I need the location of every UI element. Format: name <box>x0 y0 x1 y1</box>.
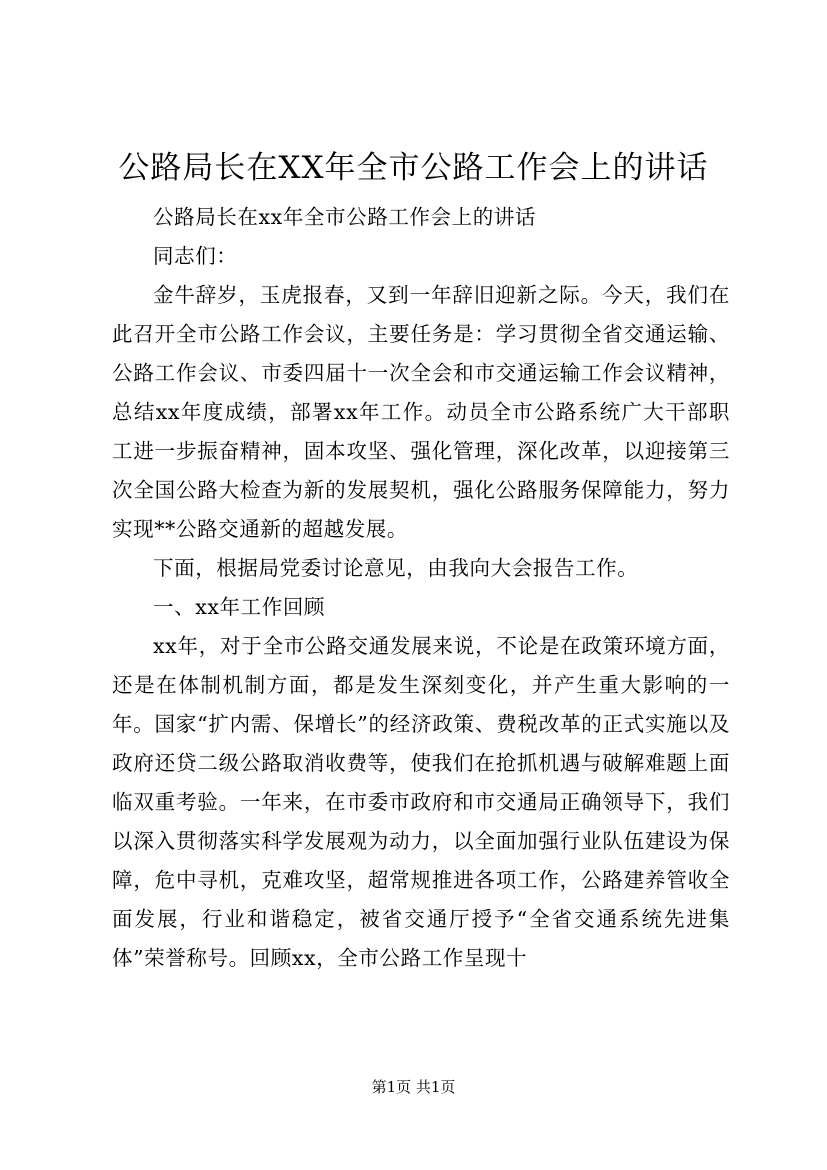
document-body <box>112 198 730 978</box>
document-title: 公路局长在XX年全市公路工作会上的讲话 <box>118 150 709 186</box>
body-paragraph: xx年，对于全市公路交通发展来说，不论是在政策环境方面，还是在体制机制方面，都是发生深刻变化，并产生重大影响的一年。国家“扩内需、保增长”的经济政策、费税改革的正式实施以及政府还贷二级公路取消收费等，使我们在抢抓机遇与破解难题上面临双重考验。一年来，在市委市政府和市交通局正确领导下，我们以深入贯彻落实科学发展观为动力，以全面加强行业队伍建设为保障，危中寻机，克难攻坚，超常规推进各项工作，公路建养管收全面发展，行业和谐稳定，被省交通厅授予“全省交通系统先进集体”荣誉称号。回顾xx，全市公路工作呈现十 <box>112 634 730 970</box>
body-paragraph: 金牛辞岁，玉虎报春，又到一年辞旧迎新之际。今天，我们在此召开全市公路工作会议，主要任务是：学习贯彻全省交通运输、公路工作会议、市委四届十一次全会和市交通运输工作会议精神，总结xx年度成绩，部署xx年工作。动员全市公路系统广大干部职工进一步振奋精神，固本攻坚、强化管理，深化改革，以迎接第三次全国公路大检查为新的发展契机，强化公路服务保障能力，努力实现**公路交通新的超越发展。 <box>112 283 730 541</box>
section-heading: 一、xx年工作回顾 <box>153 595 326 619</box>
page-number-footer: 第1页 共1页 <box>371 1078 456 1096</box>
salutation-paragraph: 同志们： <box>153 244 238 268</box>
body-paragraph: 下面，根据局党委讨论意见，由我向大会报告工作。 <box>153 556 639 580</box>
subtitle-paragraph: 公路局长在xx年全市公路工作会上的讲话 <box>153 205 537 229</box>
